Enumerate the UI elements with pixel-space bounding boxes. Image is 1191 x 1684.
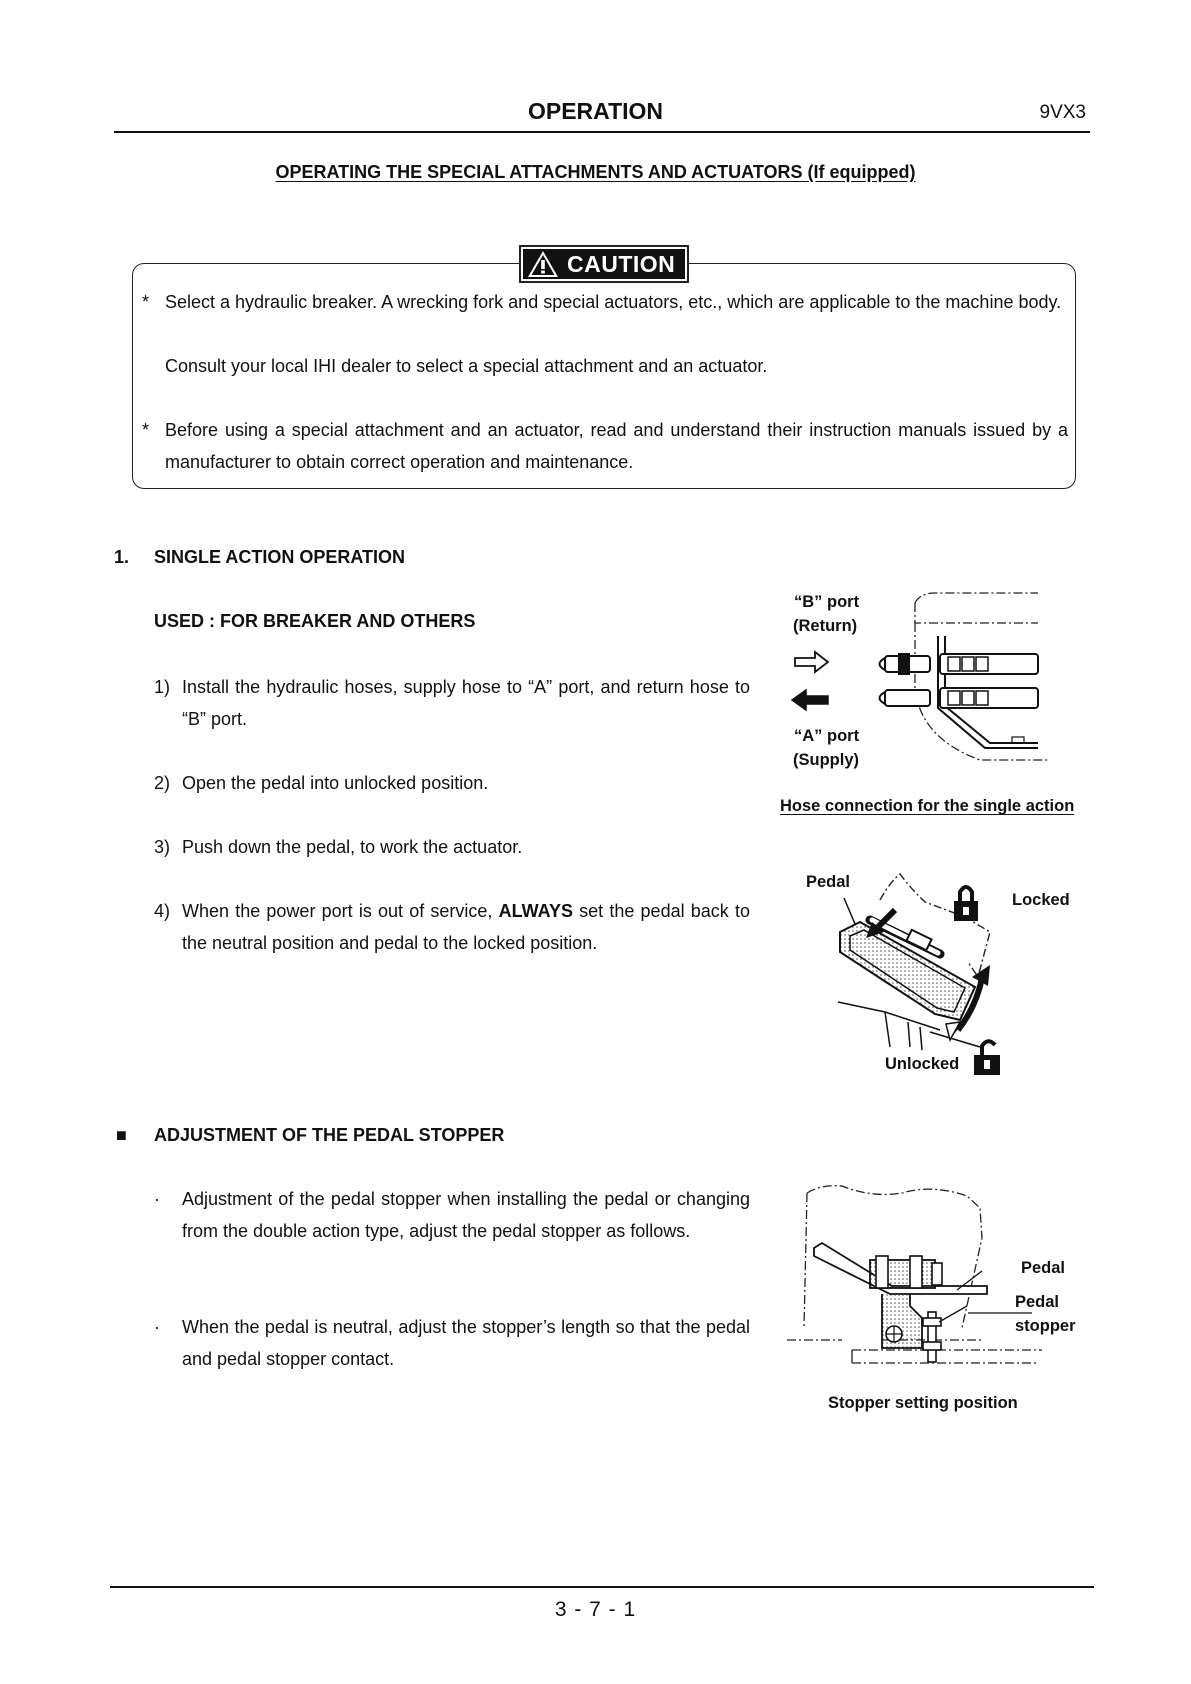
step-text-2: Open the pedal into unlocked position. [182, 773, 489, 793]
stopper-pedal-label: Pedal [1021, 1259, 1066, 1277]
step-number-2: 2) [154, 773, 171, 793]
caution-text-1b: Consult your local IHI dealer to select a special attachment and an actuator. [165, 356, 768, 376]
return-arrow-icon [795, 652, 828, 672]
caution-badge [519, 245, 689, 283]
adjustment-bullet: ■ [116, 1125, 127, 1145]
caution-bullet-2: * [142, 420, 150, 440]
stopper-diagram-caption: Stopper setting position [828, 1394, 1018, 1412]
locked-padlock-icon [954, 887, 978, 921]
page-number: 3 - 7 - 1 [554, 1598, 637, 1621]
header-divider [114, 131, 1090, 133]
caution-text-2: Before using a special attachment and an actuator, read and understand their instruction manuals issued by a manufacturer to obtain correct operation and maintenance. [165, 420, 1068, 472]
caution-label: CAUTION [567, 250, 676, 277]
a-port-label: “A” port [794, 727, 860, 745]
hose-diagram-caption: Hose connection for the single action [780, 797, 1075, 815]
pedal-label: Pedal [806, 873, 851, 891]
document-code: 9VX3 [1039, 102, 1086, 123]
step-text-4: When the power port is out of service, ALWAYS set the pedal back to the neutral position and pedal to the locked position. [182, 901, 750, 953]
a-port-supply-label: (Supply) [793, 751, 859, 769]
b-port-label: “B” port [794, 593, 860, 611]
pedal-stopper-label-line2: stopper [1015, 1317, 1076, 1335]
b-port-return-label: (Return) [793, 617, 858, 635]
unlocked-label: Unlocked [885, 1055, 960, 1073]
adjustment-heading: ADJUSTMENT OF THE PEDAL STOPPER [154, 1125, 505, 1145]
adjustment-text-1: Adjustment of the pedal stopper when installing the pedal or changing from the double action type, adjust the pedal stopper as follows. [182, 1189, 750, 1241]
section-title: OPERATING THE SPECIAL ATTACHMENTS AND ACTUATORS (If equipped) [275, 162, 916, 182]
locked-label: Locked [1012, 891, 1070, 909]
pedal-stopper-label-line1: Pedal [1015, 1293, 1060, 1311]
used-for-label: USED : FOR BREAKER AND OTHERS [154, 611, 476, 631]
section-number: 1. [114, 547, 130, 567]
step-number-3: 3) [154, 837, 171, 857]
adjustment-dot-2: · [154, 1317, 160, 1337]
stopper-setting-diagram [782, 1178, 1042, 1383]
page-header-title: OPERATION [527, 98, 664, 124]
step-number-4: 4) [154, 901, 171, 921]
single-action-heading: SINGLE ACTION OPERATION [154, 547, 406, 567]
caution-bullet-1: * [142, 292, 150, 312]
adjustment-text-2: When the pedal is neutral, adjust the stopper’s length so that the pedal and pedal stopper contact. [182, 1317, 750, 1369]
unlocked-padlock-icon [972, 1036, 1004, 1076]
caution-text-1: Select a hydraulic breaker. A wrecking fork and special actuators, etc., which are applicable to the machine body. [165, 292, 1062, 312]
warning-triangle-icon [527, 250, 559, 278]
always-emphasis: ALWAYS [498, 901, 573, 921]
step-text-3: Push down the pedal, to work the actuator. [182, 837, 523, 857]
adjustment-dot-1: · [154, 1189, 160, 1209]
footer-divider [110, 1586, 1094, 1588]
pedal-lock-diagram [800, 862, 1020, 1062]
step-text-1: Install the hydraulic hoses, supply hose to “A” port, and return hose to “B” port. [182, 677, 750, 729]
step-number-1: 1) [154, 677, 171, 697]
supply-arrow-icon [792, 690, 828, 710]
